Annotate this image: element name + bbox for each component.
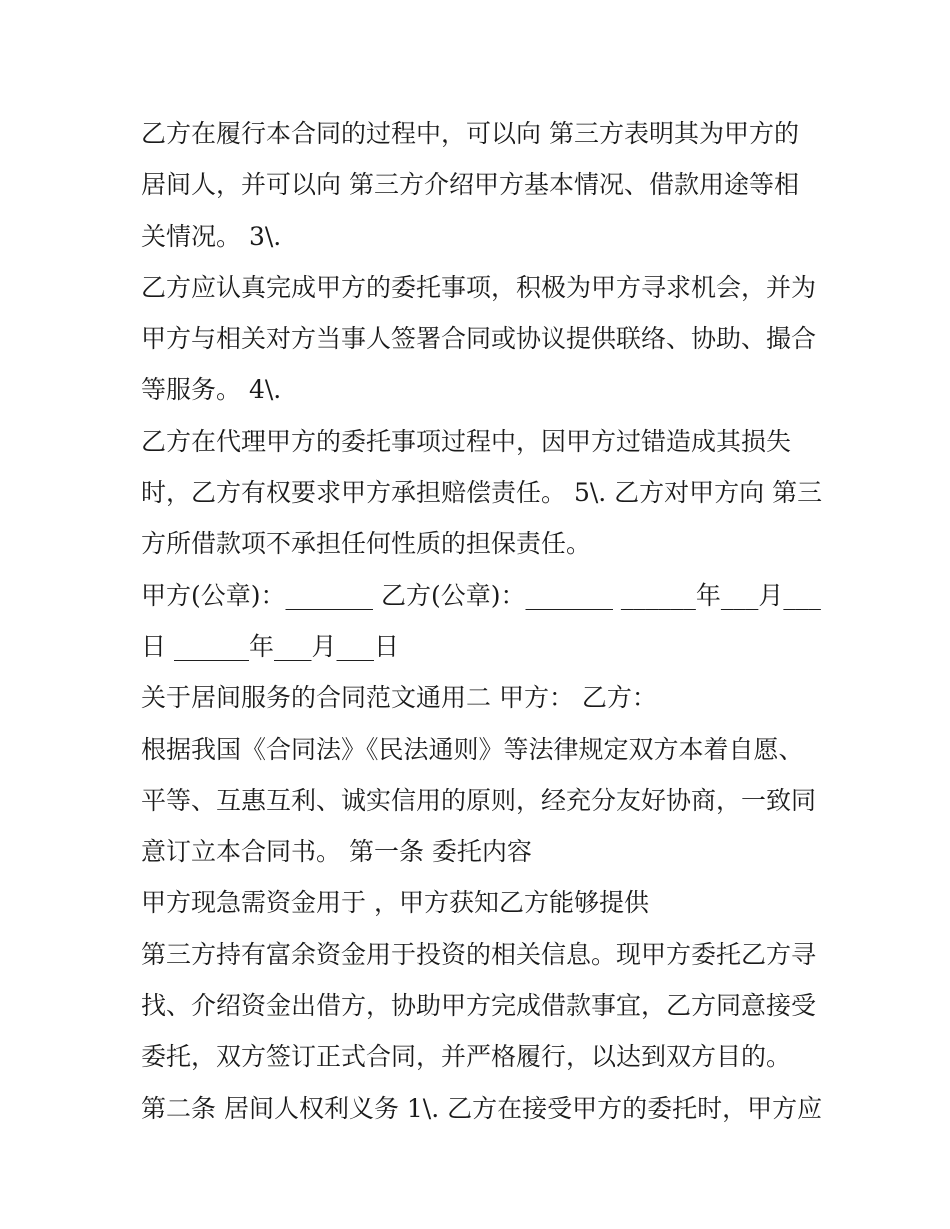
text-line: 意订立本合同书。 第一条 委托内容 bbox=[141, 837, 532, 867]
contract-text bbox=[141, 108, 821, 1134]
date-line: 日 ______年___月___日 bbox=[141, 631, 399, 661]
text-line: 乙方应认真完成甲方的委托事项，积极为甲方寻求机会，并为 bbox=[141, 272, 817, 302]
text-line: 关情况。 3\. bbox=[141, 221, 282, 251]
text-line: 平等、互惠互利、诚实信用的原则，经充分友好协商，一致同 bbox=[141, 785, 817, 815]
text-line: 第三方持有富余资金用于投资的相关信息。现甲方委托乙方寻 bbox=[141, 939, 817, 969]
text-line: 甲方与相关对方当事人签署合同或协议提供联络、协助、撮合 bbox=[141, 324, 817, 354]
text-line: 等服务。 4\. bbox=[141, 375, 282, 405]
text-line: 居间人，并可以向 第三方介绍甲方基本情况、借款用途等相 bbox=[141, 170, 799, 200]
text-line: 乙方在履行本合同的过程中，可以向 第三方表明其为甲方的 bbox=[141, 119, 799, 148]
text-line: 根据我国《合同法》《民法通则》等法律规定双方本着自愿、 bbox=[141, 734, 804, 764]
text-line: 第二条 居间人权利义务 1\. 乙方在接受甲方的委托时，甲方应 bbox=[141, 1093, 823, 1123]
text-line: 委托，双方签订正式合同，并严格履行，以达到双方目的。 bbox=[141, 1042, 792, 1072]
text-line: 时，乙方有权要求甲方承担赔偿责任。 5\. 乙方对甲方向 第三 bbox=[141, 478, 823, 508]
text-line: 找、介绍资金出借方，协助甲方完成借款事宜，乙方同意接受 bbox=[141, 991, 817, 1021]
text-line: 甲方现急需资金用于 ，甲方获知乙方能够提供 bbox=[141, 888, 649, 918]
section-heading: 关于居间服务的合同范文通用二 甲方： 乙方： bbox=[141, 683, 657, 713]
text-line: 乙方在代理甲方的委托事项过程中，因甲方过错造成其损失 bbox=[141, 426, 792, 456]
text-line: 方所借款项不承担任何性质的担保责任。 bbox=[141, 529, 592, 559]
signature-line: 甲方(公章)：_______ 乙方(公章)：_______ ______年___月___ bbox=[141, 580, 821, 610]
